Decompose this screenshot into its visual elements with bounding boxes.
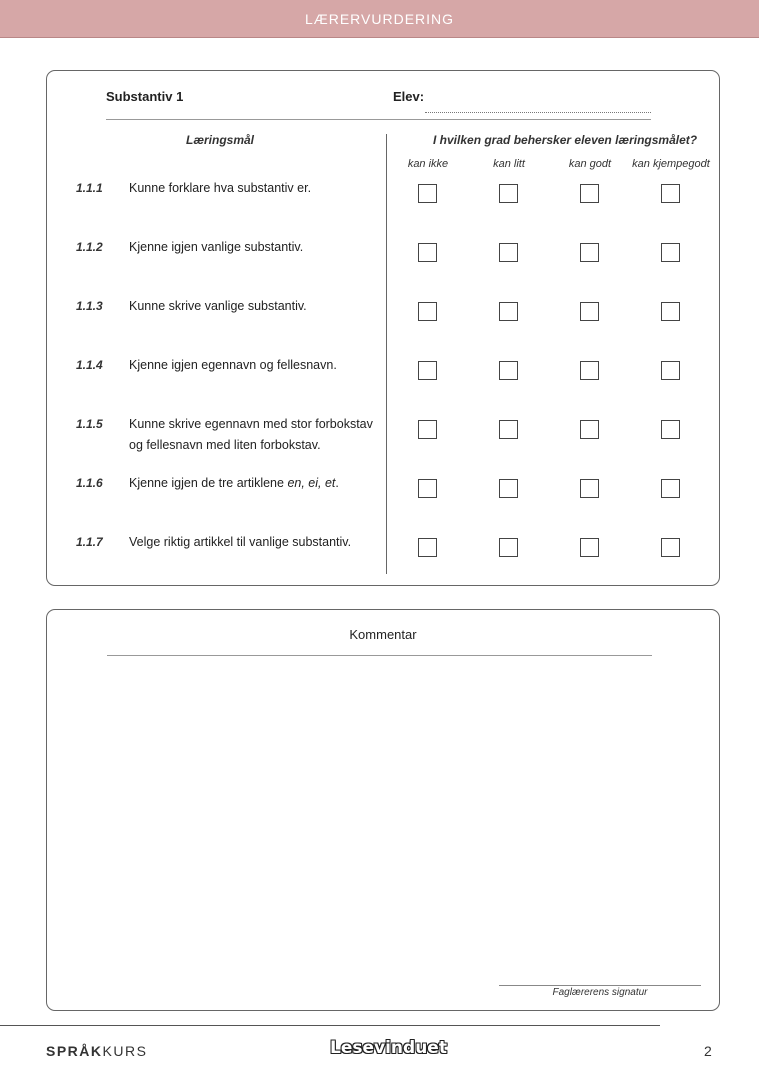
page-number: 2	[704, 1043, 712, 1059]
goal-number: 1.1.5	[76, 417, 103, 431]
checkbox-1-1-4-kan-ikke[interactable]	[418, 361, 437, 380]
checkbox-1-1-5-kan-godt[interactable]	[580, 420, 599, 439]
checkbox-1-1-5-kan-ikke[interactable]	[418, 420, 437, 439]
student-label: Elev:	[393, 89, 425, 104]
column-divider	[386, 134, 387, 574]
signature-line[interactable]	[499, 985, 701, 986]
student-name-field[interactable]	[425, 112, 651, 113]
signature-label: Faglærerens signatur	[552, 987, 648, 998]
goal-text-part: .	[335, 476, 339, 490]
checkbox-1-1-3-kan-ikke[interactable]	[418, 302, 437, 321]
level-label-kan-kjempegodt: kan kjempegodt	[632, 158, 710, 170]
goal-number: 1.1.4	[76, 358, 103, 372]
goal-number: 1.1.3	[76, 299, 103, 313]
comment-divider	[107, 655, 652, 656]
checkbox-1-1-1-kan-litt[interactable]	[499, 184, 518, 203]
goal-number: 1.1.2	[76, 240, 103, 254]
brand-logo	[46, 1043, 147, 1059]
lesevinduet-logo: Lesevinduet	[330, 1038, 447, 1058]
header-bar	[0, 0, 759, 38]
header-title: LÆRERVURDERING	[304, 10, 455, 27]
comment-heading: Kommentar	[349, 627, 417, 642]
checkbox-1-1-2-kan-kjempegodt[interactable]	[661, 243, 680, 262]
checkbox-1-1-2-kan-litt[interactable]	[499, 243, 518, 262]
goal-number: 1.1.7	[76, 535, 103, 549]
goal-text-part: Kjenne igjen de tre artiklene	[129, 476, 288, 490]
level-label-kan-ikke: kan ikke	[407, 158, 449, 170]
checkbox-1-1-3-kan-litt[interactable]	[499, 302, 518, 321]
brand-bold: SPRÅK	[46, 1043, 103, 1059]
mastery-heading: I hvilken grad behersker eleven læringsmålet?	[433, 133, 698, 147]
checkbox-1-1-7-kan-ikke[interactable]	[418, 538, 437, 557]
checkbox-1-1-2-kan-ikke[interactable]	[418, 243, 437, 262]
goal-number: 1.1.6	[76, 476, 103, 490]
checkbox-1-1-6-kan-kjempegodt[interactable]	[661, 479, 680, 498]
checkbox-1-1-5-kan-litt[interactable]	[499, 420, 518, 439]
subject-title: Substantiv 1	[106, 89, 184, 104]
checkbox-1-1-6-kan-godt[interactable]	[580, 479, 599, 498]
goal-text: Kunne skrive egennavn med stor forbokstav og fellesnavn med liten forbokstav.	[129, 417, 373, 452]
checkbox-1-1-4-kan-godt[interactable]	[580, 361, 599, 380]
level-label-kan-godt: kan godt	[568, 158, 612, 170]
checkbox-1-1-7-kan-godt[interactable]	[580, 538, 599, 557]
checkbox-1-1-3-kan-kjempegodt[interactable]	[661, 302, 680, 321]
evaluation-card	[46, 70, 720, 586]
checkbox-1-1-6-kan-ikke[interactable]	[418, 479, 437, 498]
footer-divider	[0, 1025, 660, 1026]
checkbox-1-1-7-kan-litt[interactable]	[499, 538, 518, 557]
checkbox-1-1-7-kan-kjempegodt[interactable]	[661, 538, 680, 557]
goal-text	[129, 473, 379, 494]
goal-text: Kunne forklare hva substantiv er.	[129, 181, 312, 195]
checkbox-1-1-2-kan-godt[interactable]	[580, 243, 599, 262]
checkbox-1-1-4-kan-litt[interactable]	[499, 361, 518, 380]
comment-area[interactable]	[67, 668, 697, 968]
level-label-kan-litt: kan litt	[493, 158, 525, 170]
checkbox-1-1-5-kan-kjempegodt[interactable]	[661, 420, 680, 439]
checkbox-1-1-1-kan-godt[interactable]	[580, 184, 599, 203]
goal-text: Kjenne igjen egennavn og fellesnavn.	[129, 358, 337, 372]
title-divider	[106, 119, 651, 120]
comment-card	[46, 609, 720, 1011]
goal-number: 1.1.1	[76, 181, 103, 195]
goal-text: Kjenne igjen vanlige substantiv.	[129, 240, 304, 254]
goal-text: Kunne skrive vanlige substantiv.	[129, 299, 307, 313]
brand-rest: KURS	[102, 1043, 148, 1059]
goals-heading: Læringsmål	[186, 133, 255, 147]
goal-text: Velge riktig artikkel til vanlige substantiv.	[129, 535, 352, 549]
checkbox-1-1-4-kan-kjempegodt[interactable]	[661, 361, 680, 380]
checkbox-1-1-1-kan-ikke[interactable]	[418, 184, 437, 203]
checkbox-1-1-6-kan-litt[interactable]	[499, 479, 518, 498]
goal-text-articles: en, ei, et	[287, 476, 336, 490]
checkbox-1-1-1-kan-kjempegodt[interactable]	[661, 184, 680, 203]
checkbox-1-1-3-kan-godt[interactable]	[580, 302, 599, 321]
